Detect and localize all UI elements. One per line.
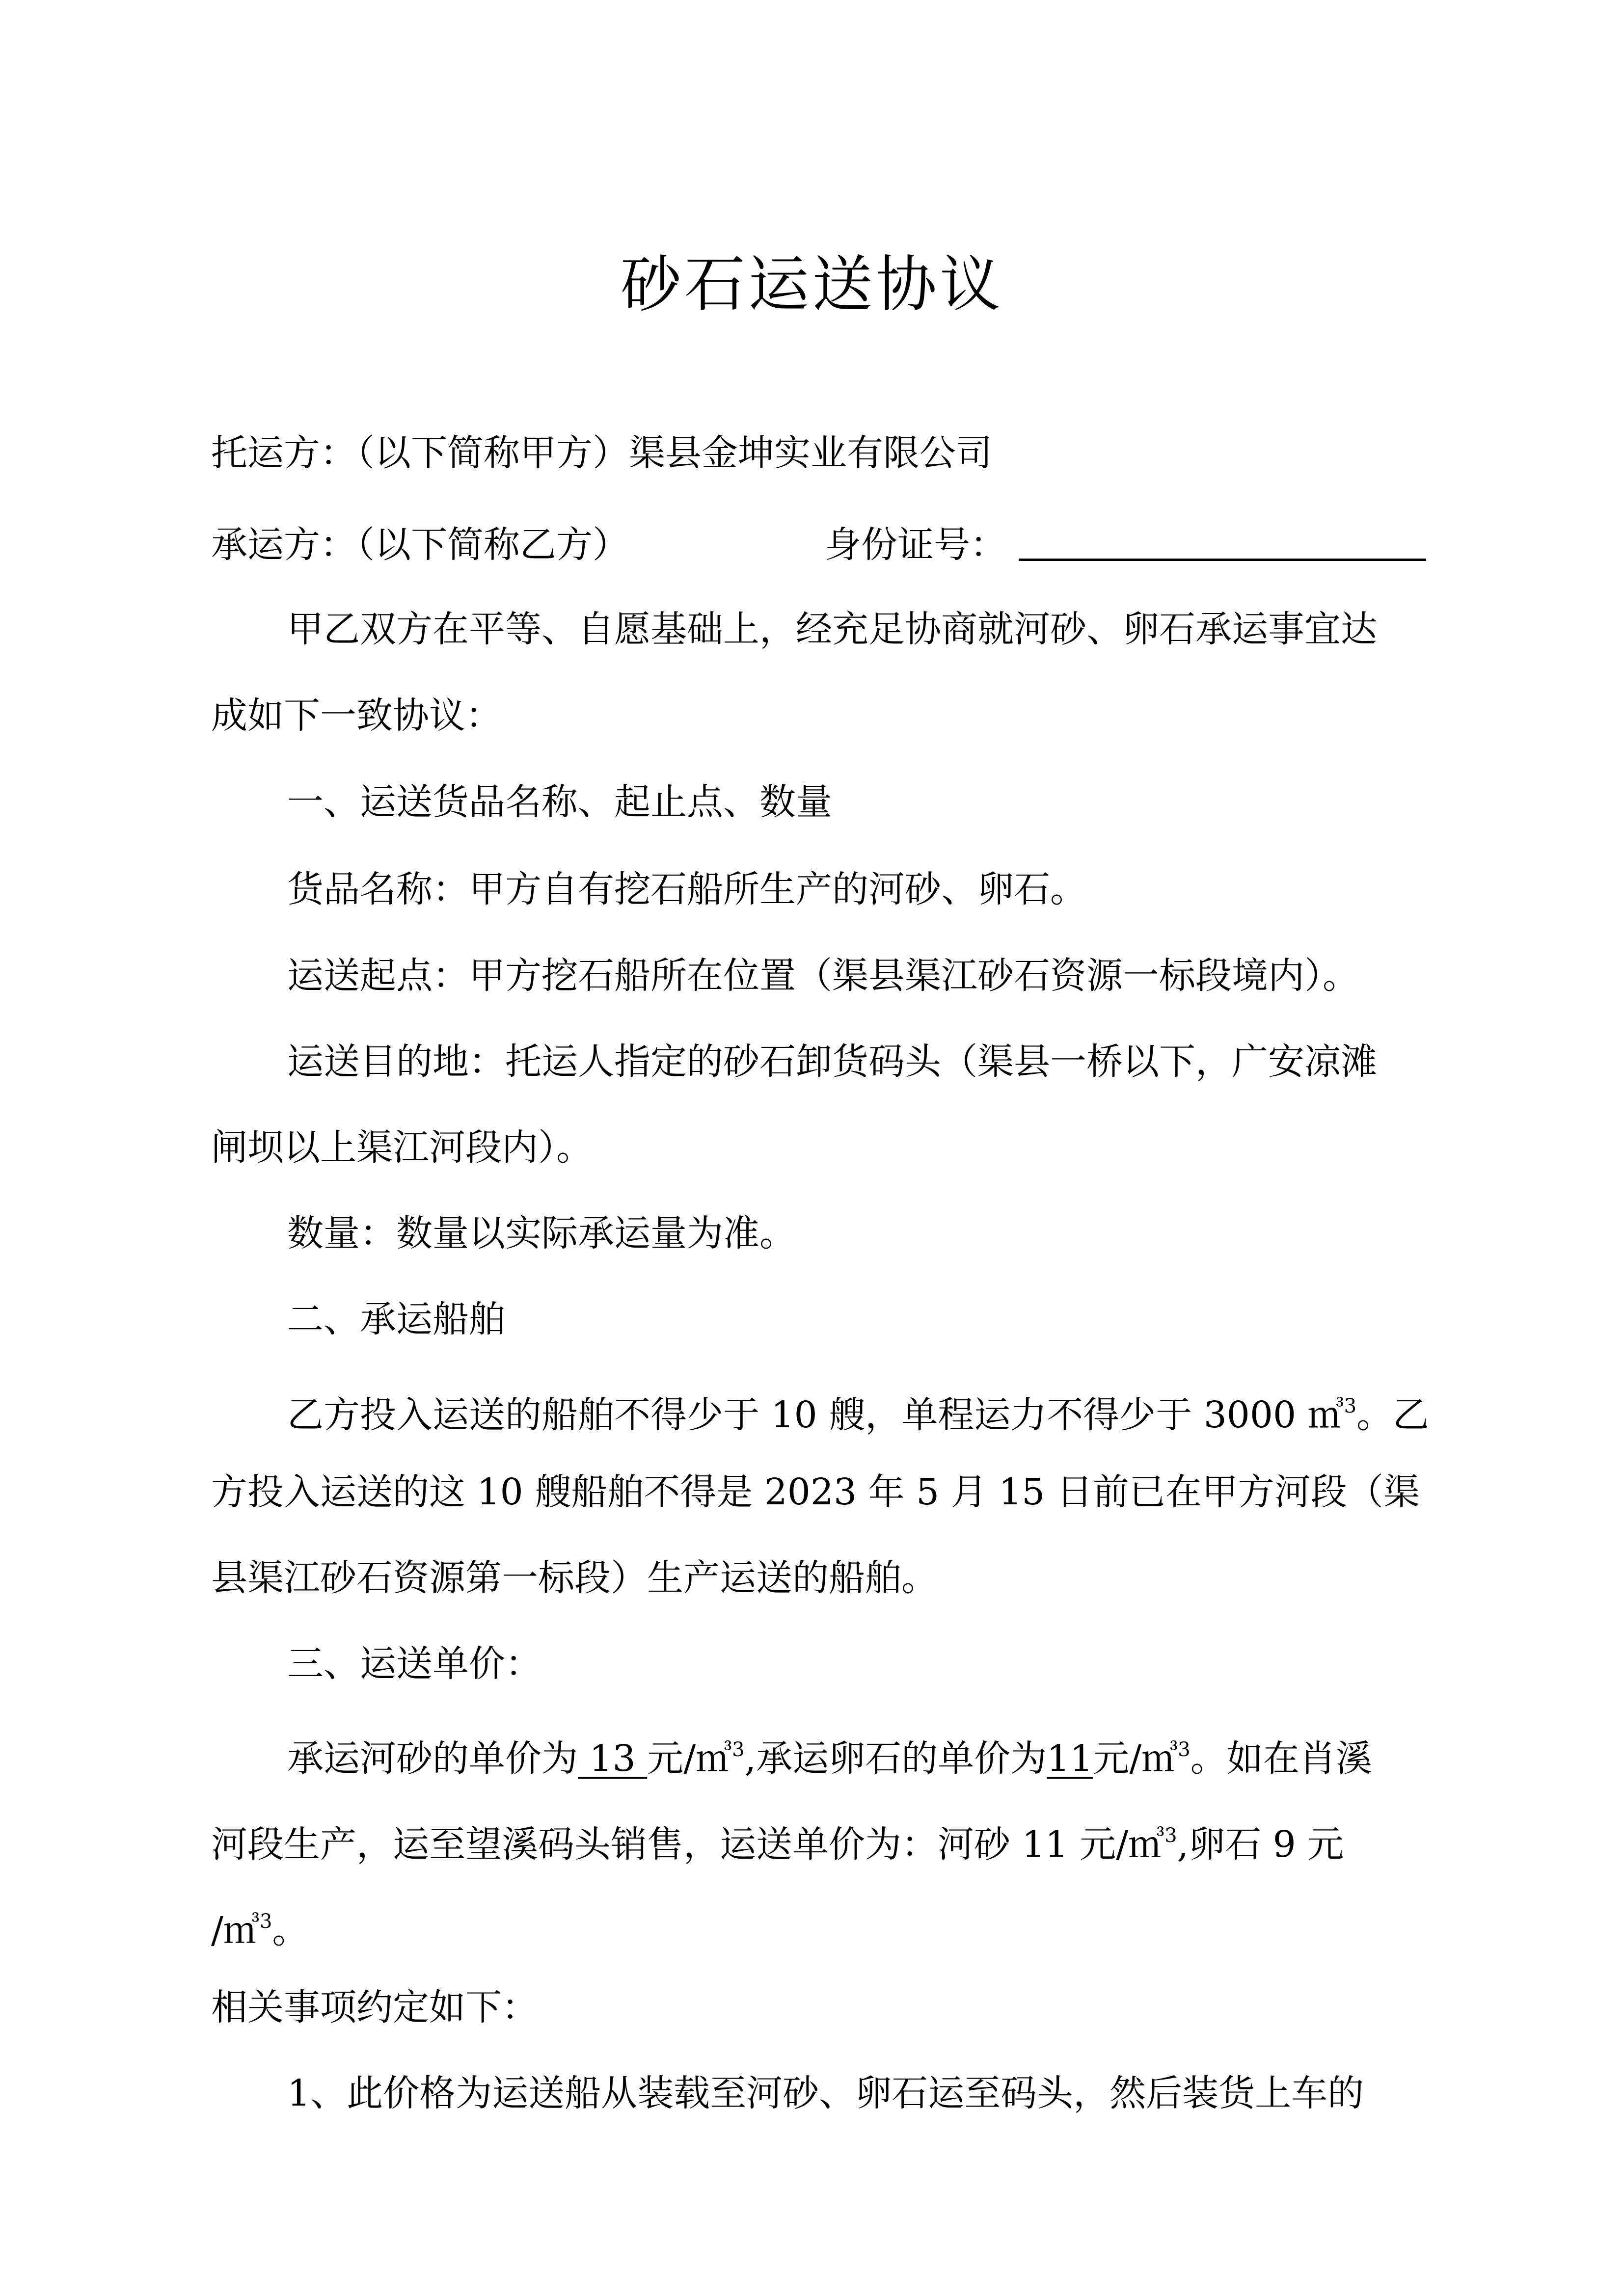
superscript-3: 3 — [1178, 1738, 1191, 1761]
section-1-quantity: 数量：数量以实际承运量为准。 — [287, 1212, 796, 1255]
intro-line-1: 甲乙双方在平等、自愿基础上，经充足协商就河砂、卵石承运事宜达 — [287, 608, 1377, 650]
pebble-price: 11 — [1047, 1737, 1093, 1780]
section-3-line-1-e: 。如在肖溪 — [1190, 1737, 1372, 1780]
section-1-heading: 一、运送货品名称、起止点、数量 — [287, 781, 832, 823]
item-1: 1、此价格为运送船从装载至河砂、卵石运至码头，然后装货上车的 — [287, 2072, 1364, 2114]
section-3-line-3 — [211, 1897, 1429, 1955]
section-3-line-2-a: 河段生产，运至望溪码头销售，运送单价为：河砂 11 元/㎥ — [211, 1823, 1165, 1866]
intro-line-2: 成如下一致协议： — [211, 694, 502, 737]
section-2-line-1-end: 。乙 — [1356, 1394, 1430, 1436]
section-3-heading: 三、运送单价： — [287, 1643, 541, 1685]
carrier-line: 承运方：（以下简称乙方） — [211, 524, 629, 566]
section-3-line-2 — [211, 1811, 1429, 1869]
document-title: 砂石运送协议 — [620, 249, 1003, 320]
section-3-line-1-a: 承运河砂的单价为 — [287, 1737, 578, 1780]
section-2-line-1-text: 乙方投入运送的船舶不得少于 10 艘，单程运力不得少于 3000 ㎥ — [287, 1394, 1344, 1436]
section-2-line-3: 县渠江砂石资源第一标段）生产运送的船舶。 — [211, 1557, 938, 1599]
section-1-destination-2: 闸坝以上渠江河段内）。 — [211, 1126, 593, 1169]
section-2-heading: 二、承运船舶 — [287, 1298, 505, 1340]
section-3-line-3-b: 。 — [272, 1909, 309, 1951]
section-3-line-3-a: /㎥ — [211, 1909, 260, 1951]
shipper-line: 托运方：（以下简称甲方）渠县金坤实业有限公司 — [211, 432, 992, 474]
section-3-line-1 — [287, 1725, 1426, 1783]
section-1-destination-1: 运送目的地：托运人指定的砂石卸货码头（渠县一桥以下，广安凉滩 — [287, 1041, 1377, 1083]
section-3-line-2-b: ,卵石 9 元 — [1177, 1823, 1344, 1866]
section-1-goods: 货品名称：甲方自有挖石船所生产的河砂、卵石。 — [287, 868, 1086, 910]
section-3-line-1-d: 元/㎥ — [1093, 1737, 1178, 1780]
superscript-3: 3 — [259, 1910, 272, 1933]
id-number-label: 身份证号： — [825, 524, 1006, 566]
section-1-origin: 运送起点：甲方挖石船所在位置（渠县渠江砂石资源一标段境内）。 — [287, 955, 1359, 997]
superscript-3: 3 — [732, 1738, 745, 1761]
related-matters-heading: 相关事项约定如下： — [211, 1986, 538, 2029]
superscript-3: 3 — [1164, 1824, 1177, 1847]
section-2-line-1 — [287, 1382, 1430, 1440]
id-number-blank — [1019, 559, 1426, 561]
section-3-line-1-c: ,承运卵石的单价为 — [744, 1737, 1047, 1780]
superscript-3: 3 — [1344, 1395, 1357, 1417]
sand-price: 13 — [578, 1737, 648, 1780]
section-3-line-1-b: 元/㎥ — [647, 1737, 732, 1780]
section-2-line-2: 方投入运送的这 10 艘船舶不得是 2023 年 5 月 15 日前已在甲方河段（渠 — [211, 1471, 1420, 1513]
